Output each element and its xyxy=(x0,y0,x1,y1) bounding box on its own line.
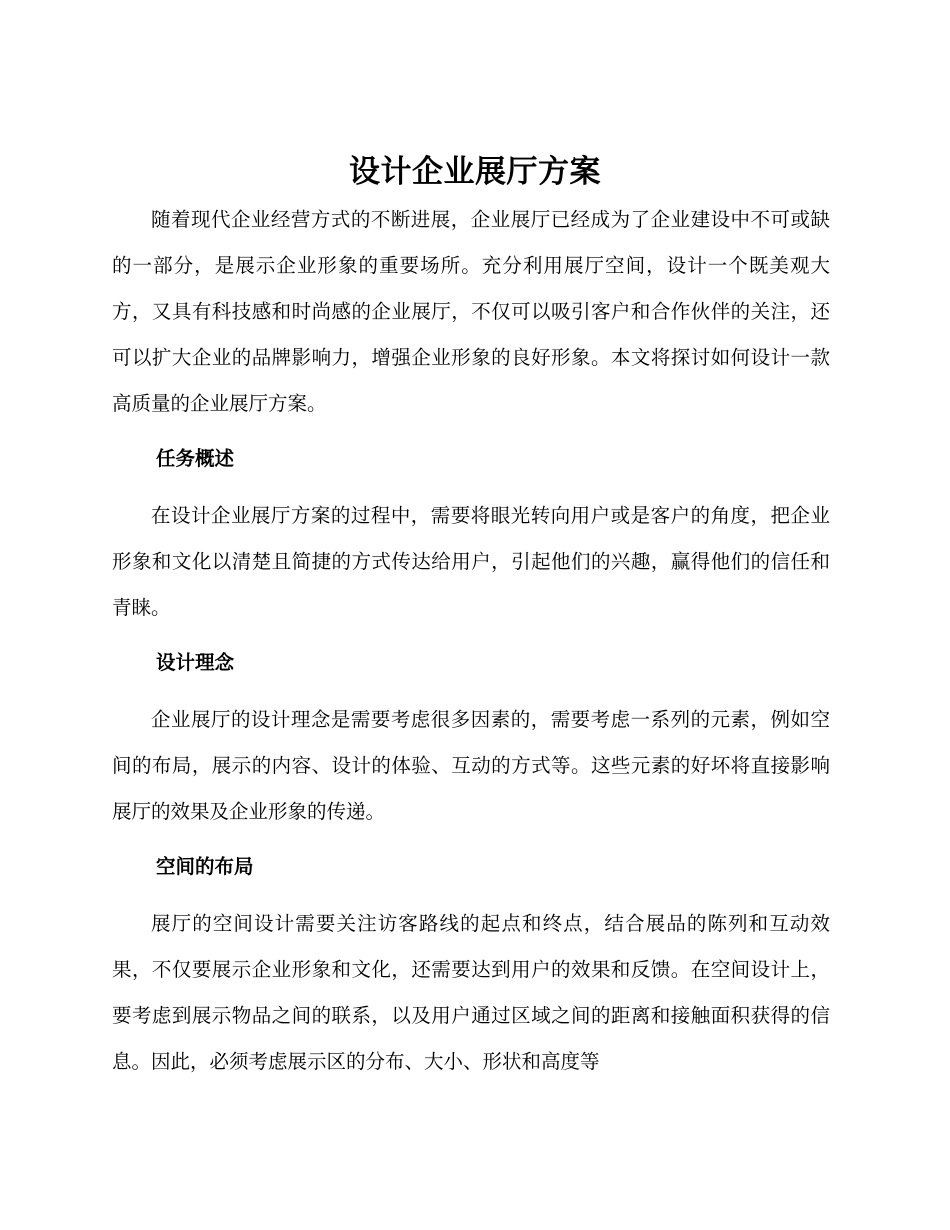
section-paragraph-space-layout: 展厅的空间设计需要关注访客路线的起点和终点，结合展品的陈列和互动效果，不仅要展示企业形象和文化，还需要达到用户的效果和反馈。在空间设计上，要考虑到展示物品之间的联系，以及用户通过区域之间的距离和接触面积获得的信息。因此，必须考虑展示区的分布、大小、形状和高度等 xyxy=(112,912,830,1073)
section-heading-task-overview: 任务概述 xyxy=(156,447,235,470)
section-paragraph-design-concept: 企业展厅的设计理念是需要考虑很多因素的，需要考虑一系列的元素，例如空间的布局，展示的内容、设计的体验、互动的方式等。这些元素的好坏将直接影响展厅的效果及企业形象的传递。 xyxy=(112,708,830,823)
document-title: 设计企业展厅方案 xyxy=(349,154,601,190)
section-paragraph-task-overview: 在设计企业展厅方案的过程中，需要将眼光转向用户或是客户的角度，把企业形象和文化以清楚且简捷的方式传达给用户，引起他们的兴趣，赢得他们的信任和青睐。 xyxy=(112,504,830,619)
section-heading-space-layout: 空间的布局 xyxy=(156,855,254,878)
section-heading-design-concept: 设计理念 xyxy=(156,651,235,674)
intro-paragraph: 随着现代企业经营方式的不断进展，企业展厅已经成为了企业建设中不可或缺的一部分，是展示企业形象的重要场所。充分利用展厅空间，设计一个既美观大方，又具有科技感和时尚感的企业展厅，不仅可以吸引客户和合作伙伴的关注，还可以扩大企业的品牌影响力，增强企业形象的良好形象。本文将探讨如何设计一款高质量的企业展厅方案。 xyxy=(112,208,830,415)
